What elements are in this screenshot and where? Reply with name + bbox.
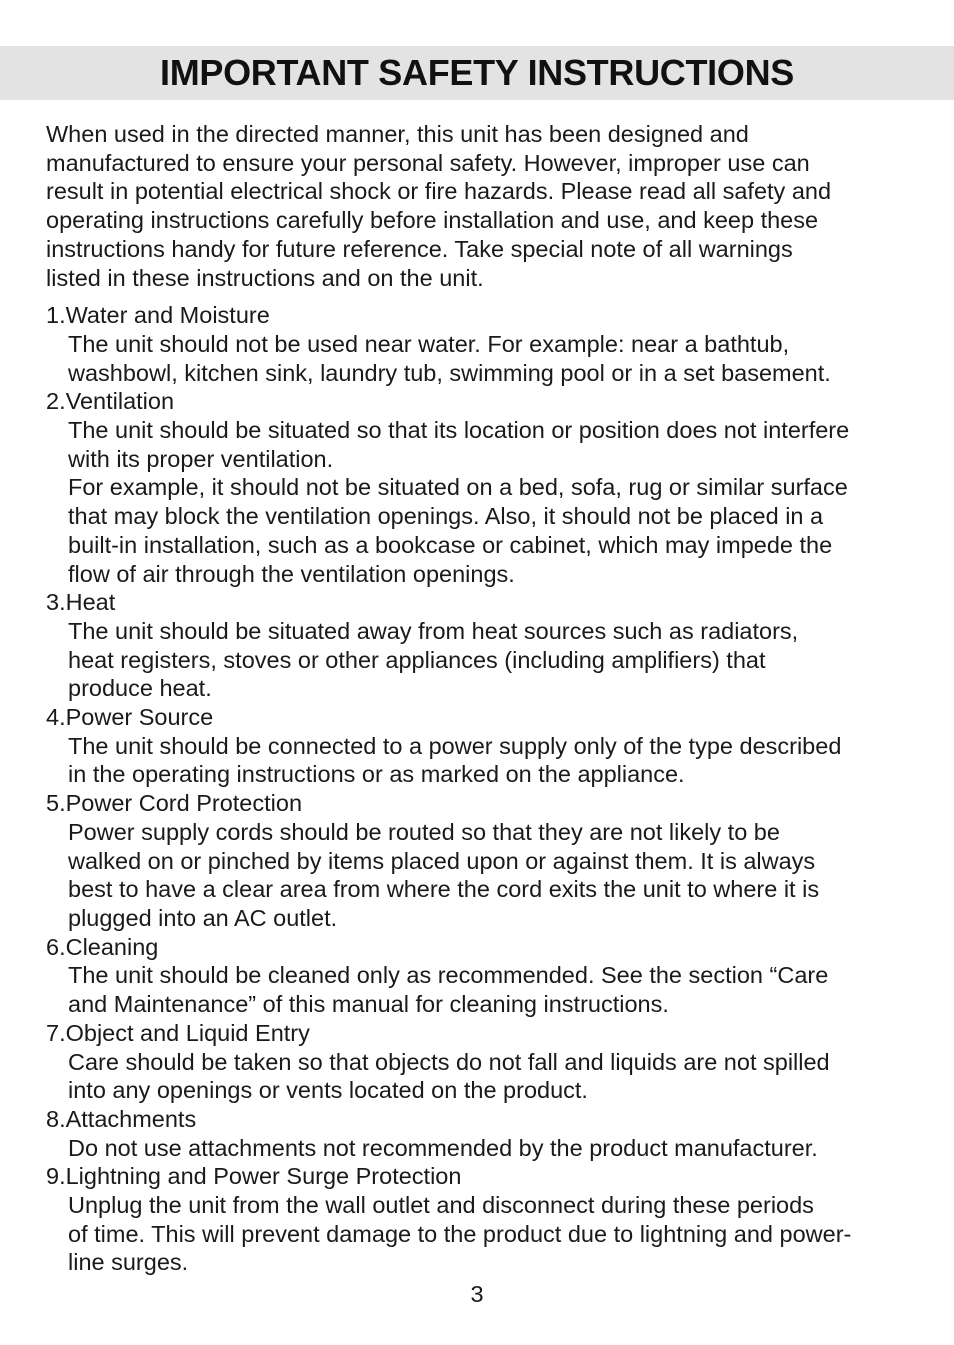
item-body: Do not use attachments not recommended by the product manufacturer.	[68, 1134, 818, 1161]
instruction-item-attachments	[46, 1105, 926, 1162]
item-heading: 3.Heat	[46, 589, 116, 616]
instruction-item-ventilation	[46, 387, 926, 588]
item-body: Unplug the unit from the wall outlet and disconnect during these periods of time. This will prevent damage to the product due to lightning and power- line surges.	[68, 1192, 852, 1276]
item-heading: 6.Cleaning	[46, 933, 159, 960]
item-heading: 9.Lightning and Power Surge Protection	[46, 1163, 462, 1190]
item-body: Care should be taken so that objects do not fall and liquids are not spilled into any openings or vents located on the product.	[68, 1048, 830, 1104]
item-body: The unit should be connected to a power supply only of the type described in the operating instructions or as marked on the appliance.	[68, 732, 842, 788]
item-body: The unit should be situated away from heat sources such as radiators, heat registers, stoves or other appliances (including amplifiers) that produce heat.	[68, 617, 799, 702]
item-heading: 8.Attachments	[46, 1105, 197, 1132]
item-heading: 4.Power Source	[46, 704, 214, 731]
item-heading: 2.Ventilation	[46, 388, 175, 415]
instruction-item-power-source	[46, 703, 926, 789]
instruction-item-lightning-surge	[46, 1162, 926, 1277]
item-heading: 5.Power Cord Protection	[46, 790, 303, 817]
intro-paragraph: When used in the directed manner, this unit has been designed and manufactured to ensure your personal safety. However, improper use can result in potential electrical shock or fire hazards. Please read all safety and operating instructions carefully before installation and use, and keep these instructions handy for future reference. Take special note of all warnings listed in these instructions and on the unit.	[46, 121, 832, 291]
instruction-item-heat	[46, 588, 926, 703]
item-body: The unit should be situated so that its location or position does not interfere with its proper ventilation. For example, it should not be situated on a bed, sofa, rug or similar surface that may block the ventilation openings. Also, it should not be placed in a built-in installation, such as a bookcase or cabinet, which may impede the flow of air through the ventilation openings.	[68, 417, 850, 587]
instruction-item-object-liquid-entry	[46, 1019, 926, 1105]
instruction-item-power-cord-protection	[46, 789, 926, 933]
instruction-item-cleaning	[46, 933, 926, 1019]
document-body	[46, 120, 926, 1277]
page-title: IMPORTANT SAFETY INSTRUCTIONS	[160, 52, 794, 93]
page-number: 3	[470, 1281, 484, 1307]
item-heading: 1.Water and Moisture	[46, 302, 270, 329]
instruction-item-water-moisture	[46, 301, 926, 387]
item-body: Power supply cords should be routed so that they are not likely to be walked on or pinched by items placed upon or against them. It is always best to have a clear area from where the cord exits the unit to where it is plugged into an AC outlet.	[68, 818, 820, 931]
item-body: The unit should not be used near water. For example: near a bathtub, washbowl, kitchen sink, laundry tub, swimming pool or in a set basement.	[68, 330, 831, 386]
item-heading: 7.Object and Liquid Entry	[46, 1019, 310, 1046]
item-body: The unit should be cleaned only as recommended. See the section “Care and Maintenance” of this manual for cleaning instructions.	[68, 962, 829, 1018]
